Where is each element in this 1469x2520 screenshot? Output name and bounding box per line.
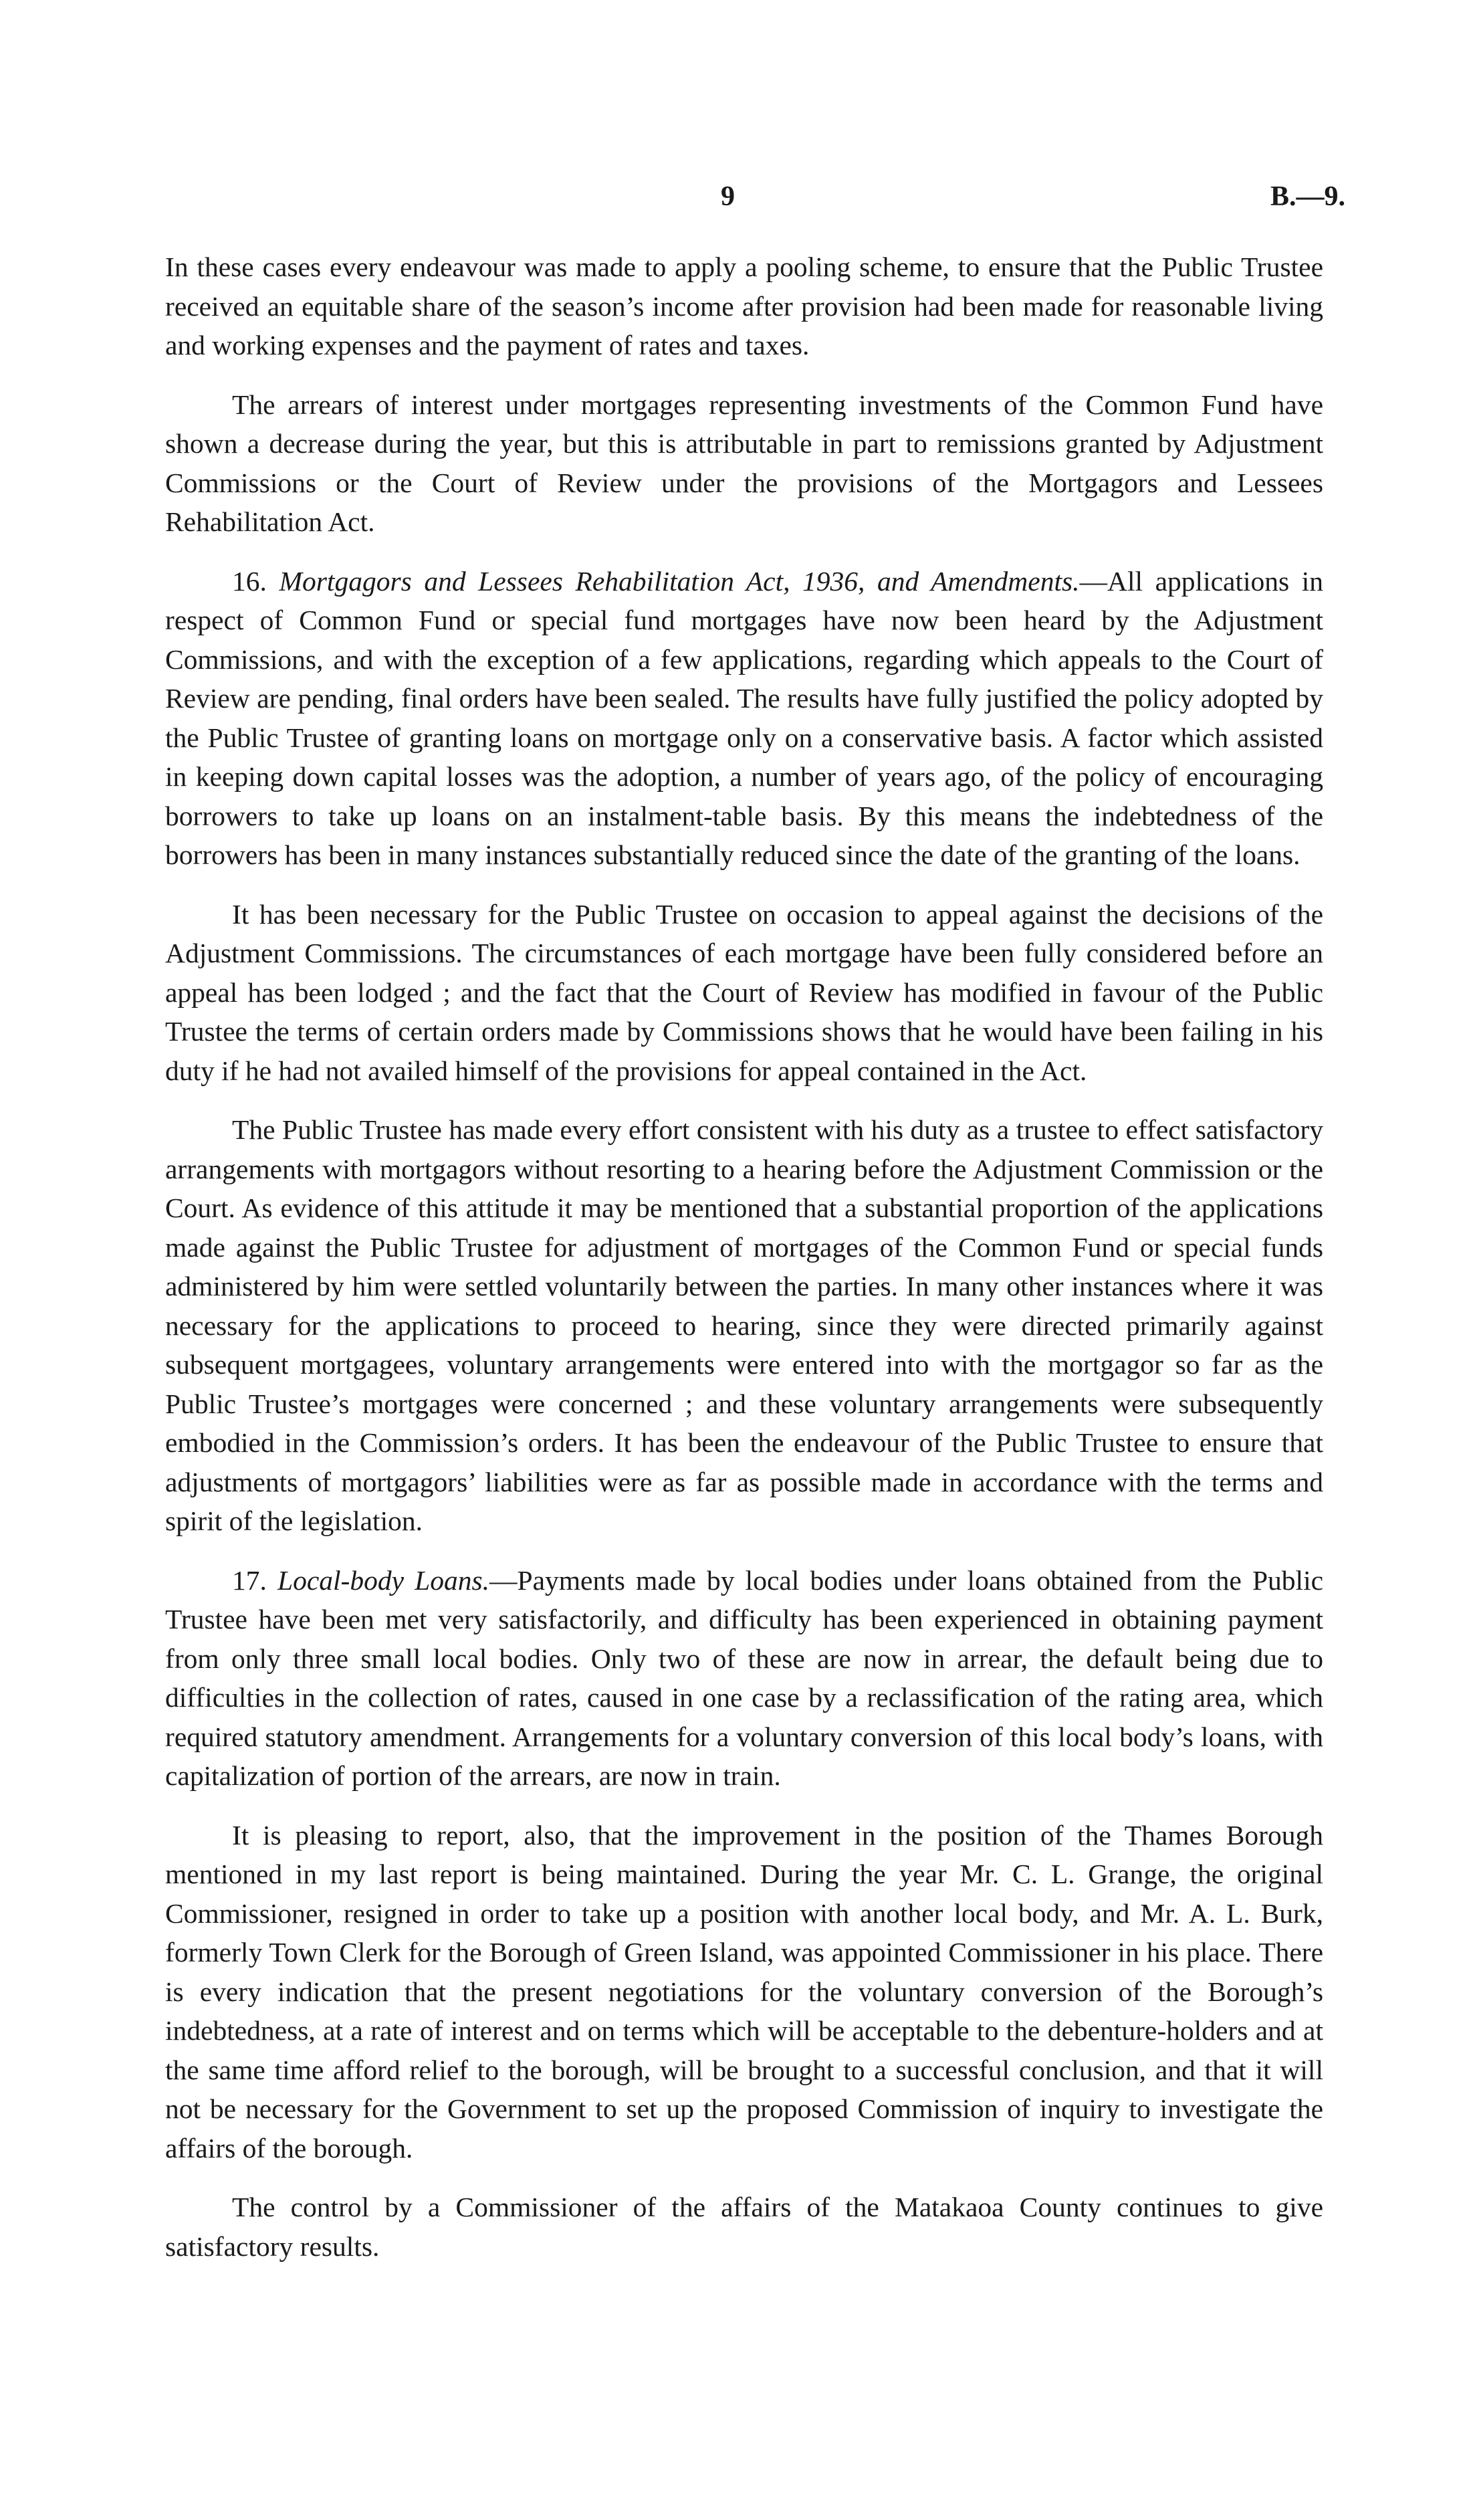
section-body: —Payments made by local bodies under loans obtained from the Public Trustee have been met very satisfactorily, and difficulty has been experienced in obtaining payment from only three small local bodies. Only two of these are now in arrear, the default being due to difficulties in the collection of rates, caused in one case by a reclassification of the rating area, which required statutory amendment. Arrangements for a voluntary conversion of this local body’s loans, with capitalization of portion of the arrears, are now in train. xyxy=(165,1564,1324,1791)
paragraph-arrears-of-interest: The arrears of interest under mortgages representing investments of the Common Fund have shown a decrease during the year, but this is attributable in part to remissions granted by Adjustment Commissions or the Court of Review under the provisions of the Mortgagors and Lessees Rehabilitation Act. xyxy=(165,389,1323,537)
section-title: Local-body Loans. xyxy=(277,1564,490,1596)
body-text xyxy=(165,247,1323,2286)
paragraph-voluntary-arrangements: The Public Trustee has made every effort consistent with his duty as a trustee to effect satisfactory arrangements with mortgagors without resorting to a hearing before the Adjustment Commission or the Court. As evidence of this attitude it may be mentioned that a substantial proportion of the applications made against the Public Trustee for adjustment of mortgages of the Common Fund or special funds administered by him were settled voluntarily between the parties. In many other instances where it was necessary for the applications to proceed to hearing, since they were directed primarily against subsequent mortgagees, voluntary arrangements were entered into with the mortgagor so far as the Public Trustee’s mortgages were concerned ; and these voluntary arrangements were subsequently embodied in the Commission’s orders. It has been the endeavour of the Public Trustee to ensure that adjustments of mortgagors’ liabilities were as far as possible made in accordance with the terms and spirit of the legislation. xyxy=(165,1114,1323,1536)
paragraph-section-16 xyxy=(165,562,1323,875)
section-number: 17. xyxy=(232,1564,267,1596)
page-header xyxy=(0,181,1469,221)
section-number: 16. xyxy=(232,565,267,597)
paragraph-pooling-scheme: In these cases every endeavour was made to apply a pooling scheme, to ensure that the Public Trustee received an equitable share of the season’s income after provision had been made for reasonable living and working expenses and the payment of rates and taxes. xyxy=(165,251,1323,360)
paragraph-matakaoa-county: The control by a Commissioner of the affairs of the Matakaoa County continues to give satisfactory results. xyxy=(165,2192,1323,2262)
paragraph-section-17 xyxy=(165,1561,1323,1796)
section-title: Mortgagors and Lessees Rehabilitation Act, 1936, and Amendments. xyxy=(279,565,1080,597)
document-reference: B.—9. xyxy=(1270,181,1346,212)
paragraph-appeals: It has been necessary for the Public Trustee on occasion to appeal against the decisions of the Adjustment Commissions. The circumstances of each mortgage have been fully considered before an appeal has been lodged ; and the fact that the Court of Review has modified in favour of the Public Trustee the terms of certain orders made by Commissions shows that he would have been failing in his duty if he had not availed himself of the provisions for appeal contained in the Act. xyxy=(165,898,1323,1086)
paragraph-thames-borough: It is pleasing to report, also, that the improvement in the position of the Thames Borough mentioned in my last report is being maintained. During the year Mr. C. L. Grange, the original Commissioner, resigned in order to take up a position with another local body, and Mr. A. L. Burk, formerly Town Clerk for the Borough of Green Island, was appointed Commissioner in his place. There is every indication that the present negotiations for the voluntary conversion of the Borough’s indebtedness, at a rate of interest and on terms which will be acceptable to the debenture-holders and at the same time afford relief to the borough, will be brought to a successful conclusion, and that it will not be necessary for the Government to set up the proposed Commission of inquiry to investigate the affairs of the borough. xyxy=(165,1819,1323,2164)
page-number: 9 xyxy=(721,181,735,212)
section-body: —All applications in respect of Common Fund or special fund mortgages have now been heard by the Adjustment Commissions, and with the exception of a few applications, regarding which appeals to the Court of Review are pending, final orders have been sealed. The results have fully justified the policy adopted by the Public Trustee of granting loans on mortgage only on a conservative basis. A factor which assisted in keeping down capital losses was the adoption, a number of years ago, of the policy of encouraging borrowers to take up loans on an instalment-table basis. By this means the indebtedness of the borrowers has been in many instances substantially reduced since the date of the granting of the loans. xyxy=(165,565,1324,870)
